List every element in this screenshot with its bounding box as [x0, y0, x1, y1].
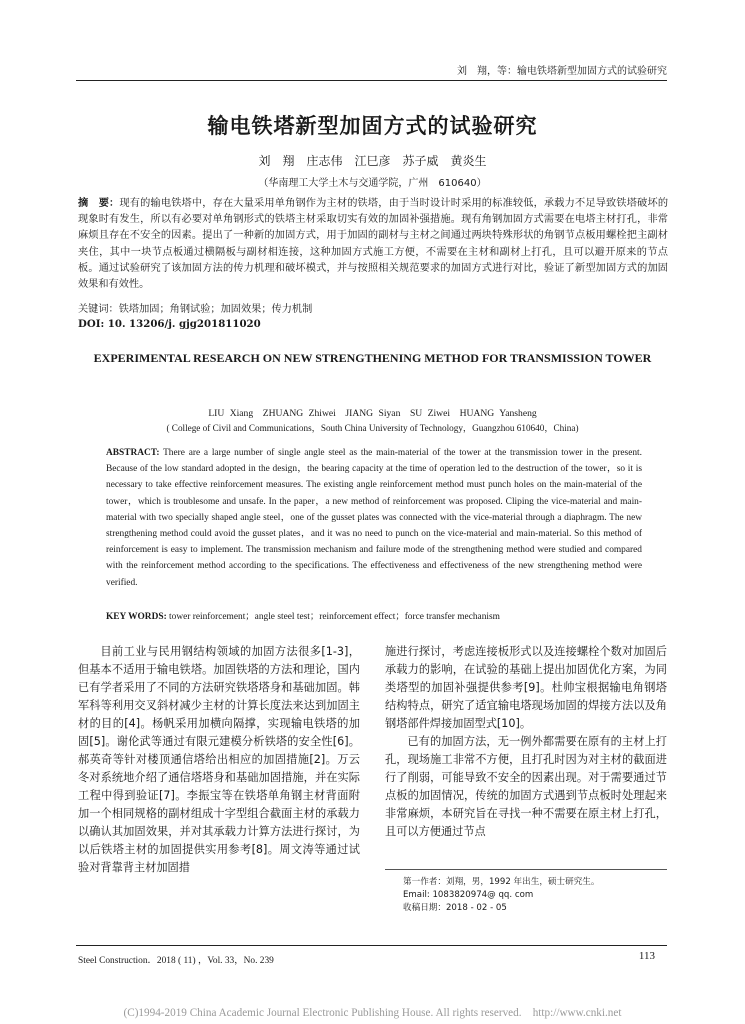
footnote-author: 第一作者：刘翔，男，1992 年出生，硕士研究生。 [403, 877, 600, 887]
running-head: 刘 翔，等：输电铁塔新型加固方式的试验研究 [457, 66, 667, 77]
header-rule [76, 80, 667, 81]
english-abstract-label: ABSTRACT: [106, 448, 160, 458]
footnote [385, 869, 667, 915]
body-column-left [78, 643, 360, 877]
english-affiliation: ( College of Civil and Communications，South China University of Technology，Guangzhou 610640，China) [166, 423, 579, 433]
body-paragraph: 施进行探讨，考虑连接板形式以及连接螺栓个数对加固后承载力的影响，在试验的基础上提出加固优化方案，为同类塔型的加固补强提供参考[9]。杜帅宝根据输电角钢塔结构特点，研究了适宜输电塔现场加固的焊接方法以及角钢塔部件焊接加固型式[10]。 [385, 645, 667, 730]
body-paragraph: 目前工业与民用钢结构领域的加固方法很多[1-3]，但基本不适用于输电铁塔。加固铁塔的方法和理论，国内已有学者采用了不同的方法研究铁塔塔身和基础加固。韩军科等利用交叉斜材减少主材的计算长度法来达到加固主材的目的[4]。杨帆采用加横向隔撑，实现输电铁塔的加固[5]。谢伦武等通过有限元建模分析铁塔的安全性[6]。郝英奇等针对楼顶通信塔给出相应的加固措施[2]。万云冬对系统地介绍了通信塔塔身和基础加固措施，并在实际工程中得到验证[7]。李振宝等在铁塔单角钢主材背面附加一个相同规格的副材组成十字型组合截面主材的承载力以确认其加固效果，并对其承载力计算方法进行探讨，为以后铁塔主材的加固提供实用参考[8]。周文涛等通过试验对背靠背主材加固措 [78, 645, 360, 874]
body-paragraph: 已有的加固方法，无一例外都需要在原有的主材上打孔，现场施工非常不方便，且打孔时因为对主材的截面进行了削弱，可能导致不安全的因素出现。对于需要通过节点板的加固情况，传统的加固方式遇到节点板时处理起来非常麻烦，本研究旨在寻找一种不需要在原主材上打孔，且可以方便通过节点 [385, 735, 667, 838]
english-title: EXPERIMENTAL RESEARCH ON NEW STRENGTHENING METHOD FOR TRANSMISSION TOWER [93, 351, 652, 365]
page-number: 113 [638, 950, 655, 962]
body-column-right [385, 643, 667, 841]
footnote-email: Email: 1083820974@ qq. com [403, 890, 534, 900]
english-keywords-label: KEY WORDS: [106, 612, 167, 622]
english-abstract-text: There are a large number of single angle steel as the main-material of the tower at the transmission tower in the present. Because of the low standard adopted in the design，the bearing capacity at the time of operation led to the destruction of the tower，so it is necessary to take effective reinforcement measures. The existing angle reinforcement method must punch holes on the main-material of the tower，which is troublesome and unsafe. In the paper，a new method of reinforcement was proposed. Cliping the vice-material and main-material with two specially shaped angle steel，one of the gusset plates was connected with the vice-material through a diaphragm. The new strengthening method could avoid the gusset plates，and it was no need to punch on the vice-material and main-material. So this method of reinforcement is easy to implement. The transmission mechanism and failure mode of the strengthening method were studied and compared with the reinforcement method according to the specifications. The effectiveness and effectiveness of the new strengthening method were verified. [106, 448, 642, 588]
chinese-keywords [78, 300, 668, 315]
english-keywords [106, 608, 642, 622]
chinese-keywords-text: 铁塔加固；角钢试验；加固效果；传力机制 [118, 304, 313, 315]
chinese-affiliation: （华南理工大学土木与交通学院，广州 610640） [258, 178, 487, 189]
chinese-abstract-label: 摘 要： [78, 198, 120, 209]
chinese-abstract [78, 196, 668, 293]
doi: DOI: 10. 13206/j. gjg201811020 [78, 318, 261, 330]
english-authors: LIU Xiang ZHUANG Zhiwei JIANG Siyan SU Ziwei HUANG Yansheng [208, 408, 537, 419]
english-keywords-text: tower reinforcement；angle steel test；reinforcement effect；force transfer mechanism [169, 612, 500, 622]
footnote-received-date: 收稿日期：2018 - 02 - 05 [403, 903, 507, 913]
chinese-abstract-text: 现有的输电铁塔中，存在大量采用单角钢作为主材的铁塔，由于当时设计时采用的标准较低，承载力不足导致铁塔破坏的现象时有发生，所以有必要对单角钢形式的铁塔主材采取切实有效的加固补强措施。现有角钢加固方式需要在电塔主材打孔，非常麻烦且存在不安全的因素。提出了一种新的加固方式，用于加固的副材与主材之间通过两块特殊形状的角钢节点板用螺栓把主副材夹住，其中一块节点板通过横隔板与副材相连接，这种加固方式施工方便，不需要在主材和副材上打孔，且可以避开原来的节点板。通过试验研究了该加固方法的传力机理和破坏模式，并与按照相关规范要求的加固方式进行对比，验证了新型加固方式的加固效果和有效性。 [78, 198, 669, 291]
journal-citation: Steel Construction．2018 ( 11) ，Vol. 33，No. 239 [78, 956, 274, 966]
footer-rule [76, 945, 667, 946]
chinese-authors: 刘 翔 庄志伟 江巳彦 苏子威 黄炎生 [258, 154, 487, 168]
chinese-keywords-label: 关键词： [78, 304, 119, 315]
chinese-title: 输电铁塔新型加固方式的试验研究 [207, 114, 538, 138]
copyright-watermark: (C)1994-2019 China Academic Journal Electronic Publishing House. All rights reserved. http://www.cnki.net [123, 1007, 622, 1019]
english-abstract [106, 445, 642, 591]
